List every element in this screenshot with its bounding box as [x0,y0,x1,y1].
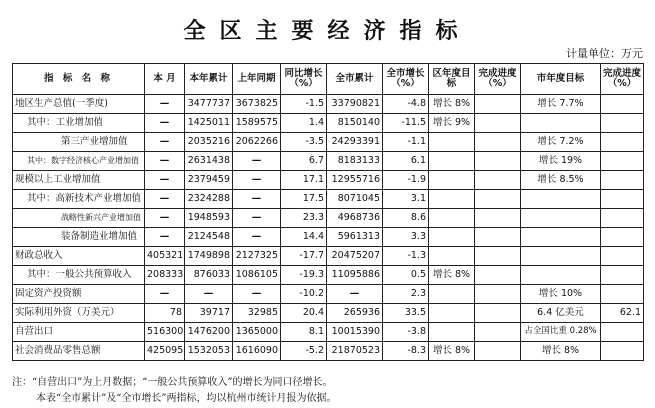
cell-city-ytd: 21870523 [327,342,383,361]
cell-district-target [429,171,475,190]
cell-progress [475,133,521,152]
cell-district-target [429,304,475,323]
cell-prev: 1365000 [233,323,281,342]
cell-prev: 1086105 [233,266,281,285]
indicators-table [12,63,644,361]
indicator-name: 地区生产总值(一季度) [13,95,145,114]
column-header: 全市增长（%） [383,64,429,95]
cell-district-target [429,209,475,228]
footnotes [12,375,643,407]
cell-city-growth: -1.3 [383,247,429,266]
cell-ytd: 1532053 [185,342,233,361]
indicator-name: 第三产业增加值 [13,133,145,152]
indicator-name: 自营出口 [13,323,145,342]
cell-city-growth: -11.5 [383,114,429,133]
cell-progress [475,323,521,342]
column-header: 区年度目标 [429,64,475,95]
table-row [13,342,644,361]
cell-district-target [429,133,475,152]
cell-month: — [145,228,185,247]
cell-ytd: 1749898 [185,247,233,266]
cell-city-ytd: 8071045 [327,190,383,209]
cell-city-progress [601,266,644,285]
cell-month: 425095 [145,342,185,361]
cell-city-target: 增长 8% [521,342,601,361]
cell-city-target [521,266,601,285]
indicator-name: 财政总收入 [13,247,145,266]
cell-month: — [145,285,185,304]
cell-city-progress [601,114,644,133]
cell-city-growth: -1.1 [383,133,429,152]
cell-district-target [429,247,475,266]
cell-yoy: 17.1 [281,171,327,190]
cell-city-progress: 62.1 [601,304,644,323]
cell-city-progress [601,209,644,228]
cell-city-target: 增长 8.5% [521,171,601,190]
cell-month: — [145,95,185,114]
column-header: 指 标 名 称 [13,64,145,95]
cell-month: 516300 [145,323,185,342]
cell-prev: 1589575 [233,114,281,133]
cell-yoy: 17.5 [281,190,327,209]
cell-prev: 3673825 [233,95,281,114]
cell-city-target [521,114,601,133]
cell-city-ytd: 33790821 [327,95,383,114]
cell-progress [475,228,521,247]
cell-ytd: 1425011 [185,114,233,133]
footnote-1: 注：“自营出口”为上月数据；“一般公共预算收入”的增长为同口径增长。 [12,377,333,388]
cell-progress [475,152,521,171]
cell-city-target: 6.4 亿美元 [521,304,601,323]
table-row [13,133,644,152]
cell-city-target [521,228,601,247]
cell-yoy: -10.2 [281,285,327,304]
cell-yoy: -3.5 [281,133,327,152]
cell-progress [475,95,521,114]
table-row [13,285,644,304]
cell-city-growth: 0.5 [383,266,429,285]
cell-city-ytd: 24293391 [327,133,383,152]
cell-district-target: 增长 8% [429,266,475,285]
cell-district-target: 增长 9% [429,114,475,133]
indicator-name: 社会消费品零售总额 [13,342,145,361]
cell-progress [475,190,521,209]
cell-city-growth: 33.5 [383,304,429,323]
indicator-name: 其中：工业增加值 [13,114,145,133]
table-row [13,95,644,114]
indicator-name: 规模以上工业增加值 [13,171,145,190]
cell-prev: 2127325 [233,247,281,266]
cell-city-target [521,190,601,209]
cell-progress [475,266,521,285]
cell-yoy: -5.2 [281,342,327,361]
cell-city-progress [601,342,644,361]
cell-ytd: 2324288 [185,190,233,209]
cell-district-target [429,152,475,171]
cell-month: — [145,171,185,190]
unit-label: 计量单位：万元 [566,47,643,60]
cell-month: 208333 [145,266,185,285]
table-header-row [13,64,644,95]
column-header: 完成进度（%） [475,64,521,95]
cell-prev: — [233,228,281,247]
cell-city-progress [601,228,644,247]
cell-city-growth: 3.1 [383,190,429,209]
cell-month: 405321 [145,247,185,266]
cell-ytd: 39717 [185,304,233,323]
indicator-name: 其中：高新技术产业增加值 [13,190,145,209]
cell-city-growth: -8.3 [383,342,429,361]
indicator-name: 战略性新兴产业增加值 [13,209,145,228]
cell-city-growth: -3.8 [383,323,429,342]
column-header: 上年同期 [233,64,281,95]
cell-ytd: 2124548 [185,228,233,247]
cell-city-growth: 8.6 [383,209,429,228]
table-row [13,171,644,190]
table-row [13,228,644,247]
cell-yoy: -1.5 [281,95,327,114]
cell-prev: — [233,209,281,228]
cell-city-target [521,247,601,266]
cell-city-ytd: 20475207 [327,247,383,266]
indicator-name: 装备制造业增加值 [13,228,145,247]
cell-district-target: 增长 8% [429,95,475,114]
table-row [13,266,644,285]
cell-yoy: 14.4 [281,228,327,247]
cell-progress [475,285,521,304]
cell-ytd: 2631438 [185,152,233,171]
table-row [13,304,644,323]
footnote-2: 本表“全市累计”及“全市增长”两指标，均以杭州市统计月报为依据。 [36,393,337,404]
cell-city-growth: 6.1 [383,152,429,171]
cell-ytd: 2379459 [185,171,233,190]
cell-yoy: 23.3 [281,209,327,228]
cell-city-target [521,209,601,228]
cell-city-target: 增长 19% [521,152,601,171]
indicator-name: 实际利用外资（万美元） [13,304,145,323]
cell-city-progress [601,171,644,190]
cell-city-ytd: 4968736 [327,209,383,228]
column-header: 市年度目标 [521,64,601,95]
column-header: 同比增长（%） [281,64,327,95]
cell-yoy: 20.4 [281,304,327,323]
cell-city-growth: -1.9 [383,171,429,190]
cell-yoy: -17.7 [281,247,327,266]
cell-ytd: 1476200 [185,323,233,342]
cell-district-target [429,285,475,304]
cell-city-progress [601,152,644,171]
cell-progress [475,114,521,133]
table-row [13,152,644,171]
cell-prev: — [233,190,281,209]
cell-district-target [429,190,475,209]
column-header: 全市累计 [327,64,383,95]
cell-district-target: 增长 8% [429,342,475,361]
cell-ytd: 876033 [185,266,233,285]
cell-city-ytd: 10015390 [327,323,383,342]
column-header: 本 月 [145,64,185,95]
indicator-name: 固定资产投资额 [13,285,145,304]
cell-city-target: 增长 7.7% [521,95,601,114]
cell-city-progress [601,247,644,266]
cell-city-ytd: 11095886 [327,266,383,285]
cell-city-ytd: 8150140 [327,114,383,133]
cell-city-progress [601,285,644,304]
cell-city-progress [601,133,644,152]
cell-progress [475,304,521,323]
cell-prev: — [233,152,281,171]
cell-prev: 2062266 [233,133,281,152]
cell-city-progress [601,323,644,342]
cell-city-growth: -4.8 [383,95,429,114]
column-header: 本年累计 [185,64,233,95]
cell-prev: 32985 [233,304,281,323]
cell-progress [475,209,521,228]
cell-city-ytd: 8183133 [327,152,383,171]
cell-month: — [145,209,185,228]
cell-month: — [145,190,185,209]
cell-city-progress [601,190,644,209]
cell-ytd: 3477737 [185,95,233,114]
cell-progress [475,247,521,266]
cell-ytd: 2035216 [185,133,233,152]
cell-yoy: 1.4 [281,114,327,133]
page-title: 全区主要经济指标 [183,19,472,44]
table-row [13,247,644,266]
cell-city-target: 增长 10% [521,285,601,304]
cell-city-growth: 2.3 [383,285,429,304]
cell-ytd: — [185,285,233,304]
cell-month: — [145,152,185,171]
cell-yoy: -19.3 [281,266,327,285]
cell-month: — [145,114,185,133]
cell-city-growth: 3.3 [383,228,429,247]
table-row [13,190,644,209]
cell-city-ytd: 5961313 [327,228,383,247]
table-row [13,114,644,133]
table-row [13,323,644,342]
cell-city-progress [601,95,644,114]
cell-yoy: 8.1 [281,323,327,342]
cell-month: — [145,133,185,152]
indicator-name: 其中：一般公共预算收入 [13,266,145,285]
cell-city-ytd: 265936 [327,304,383,323]
indicator-name: 其中：数字经济核心产业增加值 [13,152,145,171]
cell-prev: 1616090 [233,342,281,361]
cell-city-target: 增长 7.2% [521,133,601,152]
table-row [13,209,644,228]
cell-yoy: 6.7 [281,152,327,171]
cell-district-target [429,228,475,247]
cell-prev: — [233,285,281,304]
cell-district-target [429,323,475,342]
cell-city-ytd: — [327,285,383,304]
cell-month: 78 [145,304,185,323]
cell-city-ytd: 12955716 [327,171,383,190]
column-header: 完成进度（%） [601,64,644,95]
cell-progress [475,342,521,361]
cell-city-target: 占全国比重 0.28% [521,323,601,342]
cell-ytd: 1948593 [185,209,233,228]
cell-progress [475,171,521,190]
cell-prev: — [233,171,281,190]
